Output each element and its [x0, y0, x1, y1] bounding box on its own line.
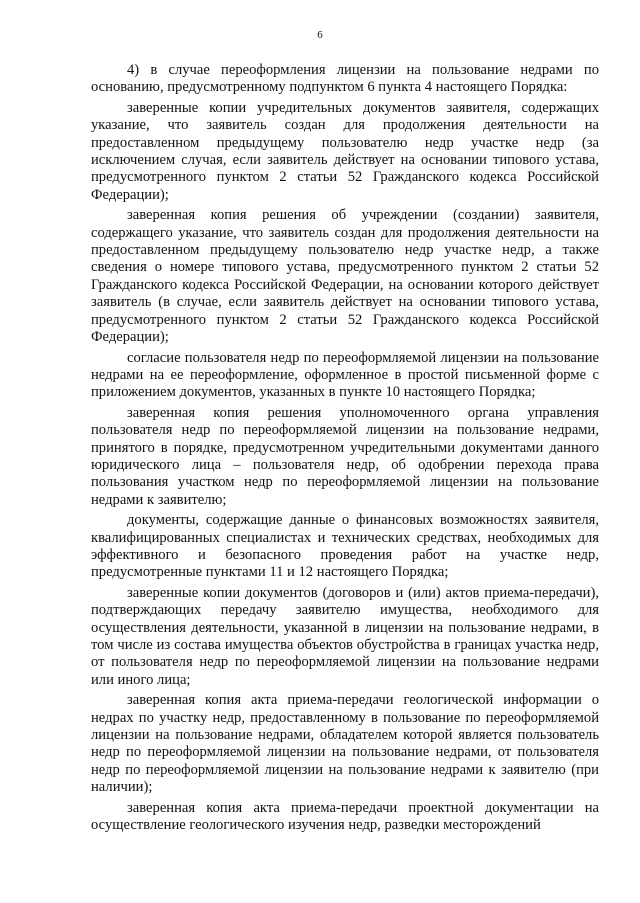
page-number: 6 — [317, 29, 323, 41]
document-body — [91, 62, 599, 837]
paragraph-user-consent: согласие пользователя недр по переоформляемой лицензии на пользование недрами на ее переоформление, оформленное в простой письменной форме с приложением документов, указанных в пункте 10 настоящего Порядка; — [91, 349, 599, 401]
paragraph-financial-data: документы, содержащие данные о финансовых возможностях заявителя, квалифицированных специалистах и технических средствах, необходимых для эффективного и безопасного проведения работ на участке недр, предусмотренные пунктами 11 и 12 настоящего Порядка; — [91, 512, 599, 581]
paragraph-geological-info-act: заверенная копия акта приема-передачи геологической информации о недрах по участку недр, предоставленному в пользование по переоформляемой лицензии на пользование недрами, обладателем которой является пользователь недр по переоформляемой лицензии на пользование недрами, от пользователя недр по переоформляемой лицензии на пользование недрами к заявителю (при наличии); — [91, 692, 599, 796]
paragraph-design-docs-act: заверенная копия акта приема-передачи проектной документации на осуществление геологического изучения недр, разведки месторождений — [91, 799, 599, 834]
paragraph-item-4: 4) в случае переоформления лицензии на пользование недрами по основанию, предусмотренному подпунктом 6 пункта 4 настоящего Порядка: — [91, 62, 599, 96]
paragraph-establishment-decision: заверенная копия решения об учреждении (создании) заявителя, содержащего указание, что заявитель создан для продолжения деятельности на предоставленном предыдущему пользователю недр участке недр, а также сведения о номере типового устава, предусмотренного пунктом 2 статьи 52 Гражданского кодекса Российской Федерации, на основании которого действует заявитель (в случае, если заявитель действует на основании типового устава, предусмотренного пунктом 2 статьи 52 Гражданского кодекса Российской Федерации); — [91, 207, 599, 346]
paragraph-property-transfer: заверенные копии документов (договоров и (или) актов приема-передачи), подтверждающих передачу заявителю имущества, необходимого для осуществления деятельности, указанной в лицензии на пользование недрами, в том числе из состава имущества объектов обустройства в границах участка недр, от пользователя недр по переоформляемой лицензии на пользование недрами или иного лица; — [91, 584, 599, 688]
paragraph-founding-documents: заверенные копии учредительных документов заявителя, содержащих указание, что заявитель создан для продолжения деятельности на предоставленном предыдущему пользователю недр участке недр (за исключением случая, если заявитель действует на основании типового устава, предусмотренного пунктом 2 статьи 52 Гражданского кодекса Российской Федерации); — [91, 99, 599, 203]
paragraph-governing-body-decision: заверенная копия решения уполномоченного органа управления пользователя недр по переоформляемой лицензии на пользование недрами, принятого в порядке, предусмотренном учредительными документами данного юридического лица – пользователя недр, об одобрении перехода права пользования участком недр по переоформляемой лицензии на пользование недрами к заявителю; — [91, 404, 599, 508]
